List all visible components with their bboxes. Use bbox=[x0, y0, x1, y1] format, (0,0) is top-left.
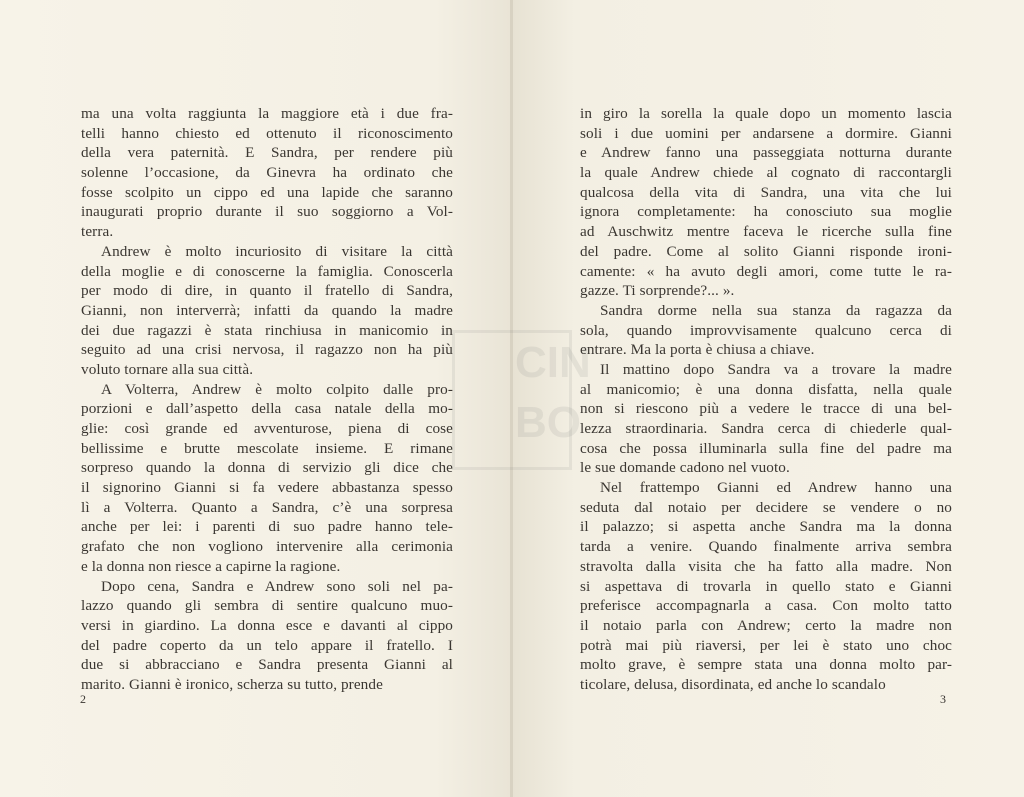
text-line: il signorino Gianni si fa vedere abbastanza spesso bbox=[81, 479, 453, 497]
text-line: Andrew è molto incuriosito di visitare la città bbox=[101, 242, 453, 260]
text-line: Sandra dorme nella sua stanza da ragazza da bbox=[600, 301, 952, 319]
text-line: il notaio parla con Andrew; certo la madre non bbox=[580, 616, 952, 634]
text-line: seduta dal notaio per decidere se vendere o no bbox=[580, 498, 952, 516]
text-line: ad Auschwitz mentre faceva le ricerche sulla fine bbox=[580, 223, 952, 241]
left-page bbox=[0, 0, 511, 797]
text-line: Dopo cena, Sandra e Andrew sono soli nel pa- bbox=[101, 577, 453, 595]
text-line: marito. Gianni è ironico, scherza su tutto, prende bbox=[81, 675, 383, 693]
text-line: della moglie e di conoscerne la famiglia. Conoscerla bbox=[81, 262, 453, 280]
text-line: glie: così grande ed avventurose, piena di cose bbox=[81, 420, 453, 437]
text-line: non si riescono più a vedere le tracce di una bel- bbox=[580, 400, 952, 418]
text-line: A Volterra, Andrew è molto colpito dalle pro- bbox=[101, 380, 453, 398]
text-line: fosse scolpito un cippo ed una lapide che saranno bbox=[81, 183, 453, 201]
text-line: in giro la sorella la quale dopo un momento lascia bbox=[580, 105, 952, 122]
text-line: si aspettava di trovarla in quello stato e Gianni bbox=[580, 577, 952, 595]
text-line: bellissime e brutte mescolate insieme. E rimane bbox=[81, 439, 453, 457]
text-line: lazzo quando gli sembra di sentire qualcuno muo- bbox=[81, 597, 453, 615]
left-page-number: 2 bbox=[80, 692, 86, 706]
text-line: cosa che possa illuminarla sulla fine del padre ma bbox=[580, 439, 952, 457]
text-line: terra. bbox=[81, 223, 114, 241]
text-line: Gianni, non interverrà; infatti da quando la madre bbox=[81, 301, 453, 319]
text-line: telli hanno chiesto ed ottenuto il riconoscimento bbox=[81, 124, 453, 142]
text-line: inaugurati proprio durante il suo soggiorno a Vol- bbox=[81, 203, 453, 221]
text-line: e Andrew fanno una passeggiata notturna durante bbox=[580, 144, 952, 162]
text-line: del padre. Come al solito Gianni risponde ironi- bbox=[580, 242, 952, 260]
text-line: anche per lei: i parenti di suo padre hanno tele- bbox=[81, 518, 453, 536]
text-line: molto grave, è sempre stata una donna molto par- bbox=[580, 656, 952, 674]
text-line: porzioni e dall’aspetto della casa natale della mo- bbox=[81, 400, 453, 418]
text-line: camente: « ha avuto degli amori, come tutte le ra- bbox=[580, 262, 952, 280]
text-line: il palazzo; si aspetta anche Sandra ma la donna bbox=[580, 518, 952, 536]
text-line: versi in giardino. La donna esce e davanti al cippo bbox=[81, 616, 453, 634]
text-line: seguito ad una crisi nervosa, il ragazzo non ha più bbox=[81, 341, 453, 359]
text-line: preferisce accompagnarla a casa. Con molto tatto bbox=[580, 597, 952, 615]
text-line: ignora completamente: ha conosciuto sua moglie bbox=[580, 203, 952, 221]
text-line: gazze. Ti sorprende?... ». bbox=[580, 282, 735, 300]
text-line: stravolta dalla visita che ha fatto alla madre. Non bbox=[580, 557, 952, 575]
right-page bbox=[513, 0, 1024, 797]
text-line: qualcosa della vita di Sandra, una vita che lui bbox=[580, 183, 952, 201]
text-line: sorpreso quando la donna di servizio gli dice che bbox=[81, 459, 453, 477]
text-line: entrare. Ma la porta è chiusa a chiave. bbox=[580, 341, 815, 359]
left-page-text bbox=[81, 104, 453, 695]
text-line: due si abbracciano e Sandra presenta Gianni al bbox=[81, 656, 453, 674]
text-line: le sue domande cadono nel vuoto. bbox=[580, 459, 790, 477]
text-line: sola, quando improvvisamente qualcuno cerca di bbox=[580, 321, 952, 339]
text-line: dei due ragazzi è stata rinchiusa in manicomio in bbox=[81, 321, 453, 339]
text-line: lì a Volterra. Quanto a Sandra, c’è una sorpresa bbox=[81, 498, 453, 516]
text-line: potrà mai più riaversi, per lei è stato uno choc bbox=[580, 636, 952, 654]
text-line: lezza straordinaria. Sandra cerca di chiederle qual- bbox=[580, 420, 952, 437]
text-line: soli i due uomini per andarsene a dormire. Gianni bbox=[580, 124, 952, 142]
text-line: grafato che non vogliono intervenire alla cerimonia bbox=[81, 538, 453, 556]
right-page-text bbox=[580, 104, 952, 695]
text-line: del padre coperto da un telo appare il fratello. I bbox=[81, 636, 453, 654]
text-line: al manicomio; è una donna disfatta, nella quale bbox=[580, 380, 952, 398]
right-page-number: 3 bbox=[940, 692, 946, 706]
text-line: la quale Andrew chiede al cognato di raccontargli bbox=[580, 164, 952, 182]
text-line: solenne l’occasione, da Ginevra ha ordinato che bbox=[81, 164, 453, 182]
text-line: Il mattino dopo Sandra va a trovare la madre bbox=[600, 360, 952, 378]
text-line: della vera paternità. E Sandra, per rendere più bbox=[81, 144, 453, 162]
text-line: ticolare, delusa, disordinata, ed anche lo scandalo bbox=[580, 675, 886, 693]
text-line: voluto tornare alla sua città. bbox=[81, 360, 254, 378]
text-line: tarda a venire. Quando finalmente arriva sembra bbox=[580, 538, 952, 556]
text-line: ma una volta raggiunta la maggiore età i due fra- bbox=[81, 105, 453, 122]
text-line: Nel frattempo Gianni ed Andrew hanno una bbox=[600, 479, 952, 497]
text-line: per modo di dire, in quanto il fratello di Sandra, bbox=[81, 282, 453, 300]
text-line: e la donna non riesce a capirne la ragione. bbox=[81, 557, 341, 575]
